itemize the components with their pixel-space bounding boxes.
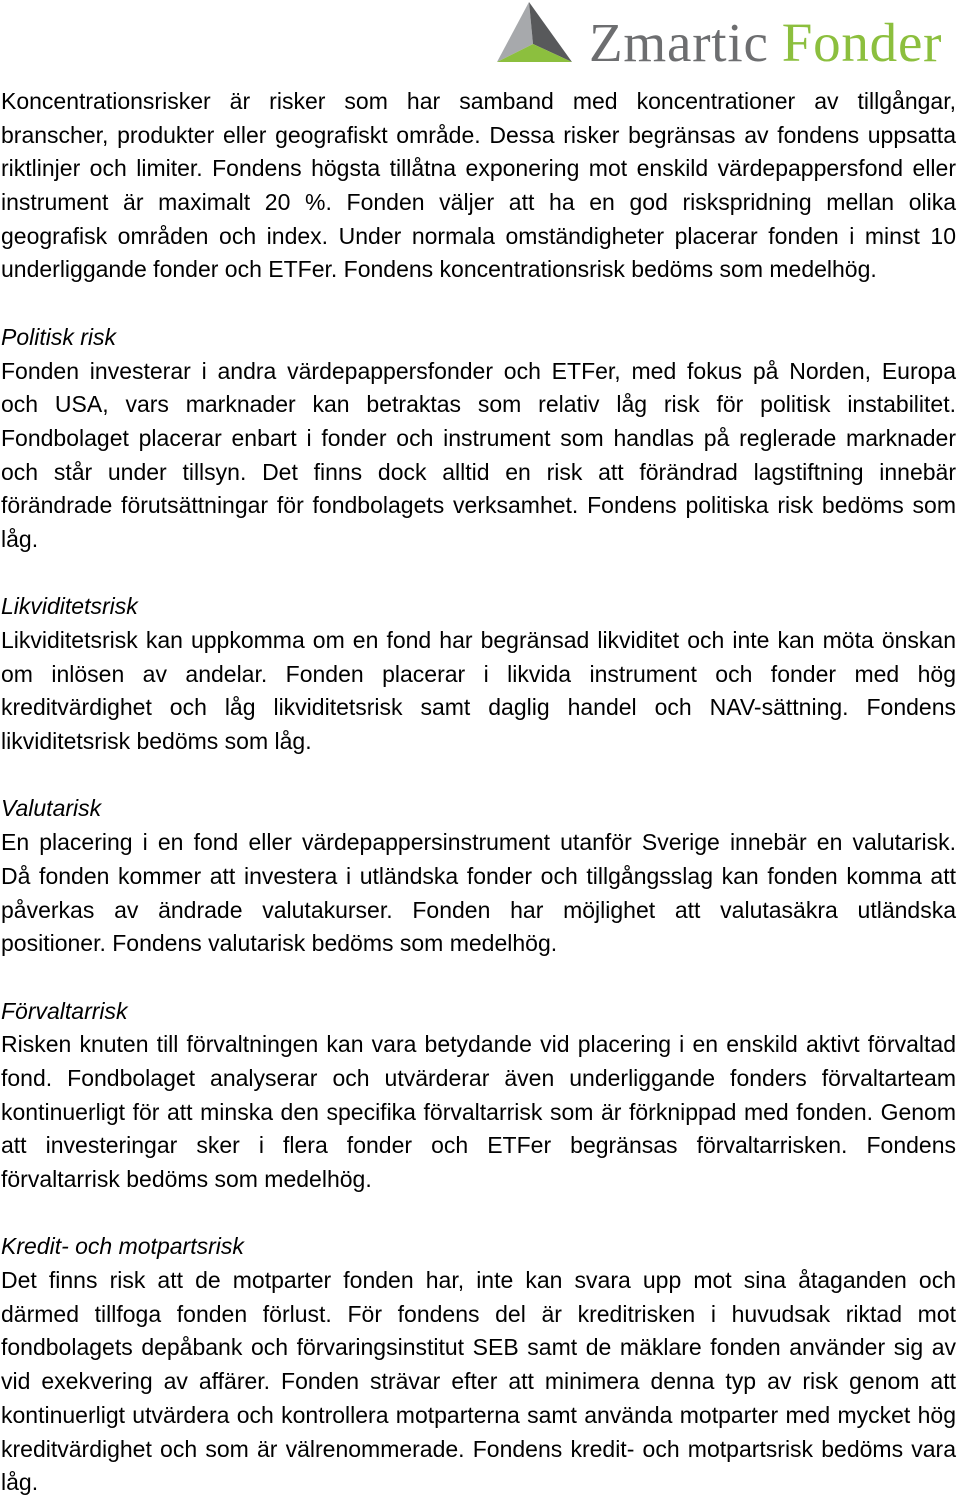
text-line: positioner. Fondens valutarisk bedöms som medelhög. (1, 930, 558, 957)
document-body (1, 85, 956, 1500)
logo-name-zmartic: Zmartic (589, 12, 769, 73)
text-line: låg. (1, 1469, 39, 1496)
risk-section (1, 792, 956, 960)
paragraph (1, 1264, 956, 1500)
section-heading: Valutarisk (1, 795, 102, 822)
text-line: Risken knuten till förvaltningen kan vara betydande vid placering i en enskild aktivt förvaltad (1, 1031, 956, 1058)
text-line: fondbolagets depåbank och förvaringsinstitut SEB samt de mäklare fonden använder sig av (1, 1334, 956, 1361)
text-line: därmed tillfoga fonden förlust. För fondens del är kreditrisken i huvudsak riktad mot (1, 1300, 956, 1327)
text-line: kreditvärdighet och låg likviditetsrisk samt daglig handel och NAV-sättning. Fondens (1, 694, 956, 721)
section-heading: Kredit- och motpartsrisk (1, 1233, 244, 1260)
risk-section (1, 85, 956, 287)
risk-section (1, 1230, 956, 1500)
paragraph (1, 826, 956, 961)
logo-name-fonder: Fonder (781, 12, 943, 73)
text-line: påverkas av ändrade valutakurser. Fonden har möjlighet att valutasäkra utländska (1, 896, 956, 923)
text-line: kontinuerligt för att minska den specifika förvaltarrisk som är förknippad med fonden. Genom (1, 1098, 956, 1125)
text-line: En placering i en fond eller värdepappersinstrument utanför Sverige innebär en valutarisk. (1, 829, 956, 856)
pyramid-logo-icon (495, 0, 575, 64)
text-line: vid exekvering av affärer. Fonden strävar efter att minimera denna typ av risk genom att (1, 1368, 956, 1395)
text-line: låg. (1, 525, 39, 552)
paragraph (1, 355, 956, 557)
logo-wordmark (589, 12, 943, 73)
text-line: Det finns risk att de motparter fonden har, inte kan svara upp mot sina åtaganden och (1, 1267, 956, 1294)
text-line: Likviditetsrisk kan uppkomma om en fond har begränsad likviditet och inte kan möta önskan (1, 627, 956, 653)
text-line: Koncentrationsrisker är risker som har samband med koncentrationer av tillgångar, (1, 88, 956, 114)
text-line: och står under tillsyn. Det finns dock alltid en risk att förändrad lagstiftning innebär (1, 458, 956, 485)
section-heading: Likviditetsrisk (1, 593, 138, 620)
text-line: fond. Fondbolaget analyserar och utvärderar även underliggande fonders förvaltarteam (1, 1064, 956, 1091)
text-line: Då fonden kommer att investera i utländska fonder och tillgångsslag kan fonden komma att (1, 862, 956, 889)
text-line: kontinuerligt utvärdera och kontrollera motparterna samt använda motparter med mycket hög (1, 1401, 956, 1428)
text-line: Fonden investerar i andra värdepappersfonder och ETFer, med fokus på Norden, Europa (1, 357, 956, 384)
risk-section (1, 590, 956, 758)
text-line: instrument är maximalt 20 %. Fonden väljer att ha en god riskspridning mellan olika (1, 189, 956, 216)
text-line: förvaltarrisk bedöms som medelhög. (1, 1166, 372, 1192)
text-line: om inlösen av andelar. Fonden placerar i likvida instrument och fonder med hög (1, 660, 956, 687)
text-line: geografisk områden och index. Under normala omständigheter placerar fonden i minst 10 (1, 222, 956, 249)
text-line: Fondbolaget placerar enbart i fonder och instrument som handlas på reglerade marknader (1, 424, 956, 451)
risk-section (1, 995, 956, 1197)
text-line: riktlinjer och limiter. Fondens högsta tillåtna exponering mot enskild värdepappersfond eller (1, 155, 956, 182)
paragraph (1, 1028, 956, 1196)
paragraph (1, 624, 956, 759)
text-line: att investeringar sker i flera fonder och ETFer begränsas förvaltarrisken. Fondens (1, 1132, 956, 1159)
section-heading: Förvaltarrisk (1, 997, 128, 1024)
text-line: likviditetsrisk bedöms som låg. (1, 728, 312, 755)
text-line: förändrade förutsättningar för fondbolagets verksamhet. Fondens politiska risk bedöms som (1, 492, 956, 519)
risk-section (1, 321, 956, 557)
section-heading: Politisk risk (1, 323, 117, 350)
paragraph (1, 85, 956, 287)
text-line: och USA, vars marknader kan betraktas som relativ låg risk för politisk instabilitet. (1, 391, 956, 418)
company-logo (0, 0, 960, 72)
text-line: kreditvärdighet och som är välrenommerade. Fondens kredit- och motpartsrisk bedöms vara (1, 1435, 956, 1462)
text-line: branscher, produkter eller geografiskt område. Dessa risker begränsas av fondens uppsatta (1, 121, 956, 148)
text-line: underliggande fonder och ETFer. Fondens koncentrationsrisk bedöms som medelhög. (1, 256, 877, 283)
